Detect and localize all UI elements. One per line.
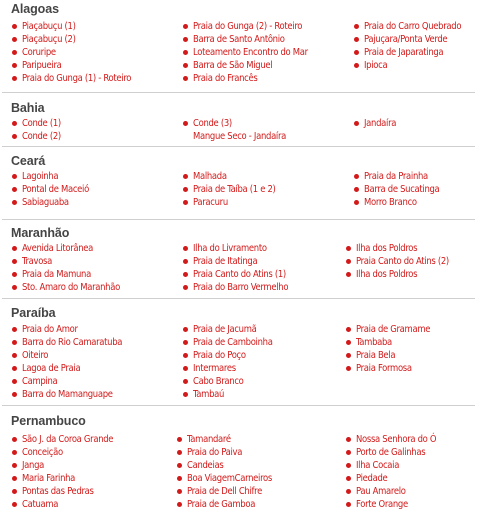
list-item[interactable]	[11, 388, 122, 401]
bullet-dot-icon	[183, 327, 188, 332]
bullet-dot-icon	[183, 76, 188, 81]
list-item-label: Candeias	[187, 460, 224, 471]
bullet-dot-icon	[346, 476, 351, 481]
bullet-dot-icon	[183, 392, 188, 397]
bullet-dot-icon	[12, 327, 17, 332]
list-column-1	[11, 170, 89, 209]
list-item[interactable]	[11, 268, 120, 281]
list-item-label: Intermares	[193, 363, 236, 374]
list-item-label: Praia do Gunga (2) - Roteiro	[193, 21, 303, 32]
list-item[interactable]	[345, 446, 436, 459]
list-item[interactable]	[11, 362, 122, 375]
list-item-label: Praia de Camboinha	[193, 337, 273, 348]
list-item[interactable]	[11, 498, 113, 511]
list-column-2	[182, 242, 288, 294]
list-column-1	[11, 117, 61, 143]
bullet-dot-icon	[177, 476, 182, 481]
bullet-dot-icon	[12, 340, 17, 345]
list-item[interactable]	[182, 242, 288, 255]
list-item-label: Tambaú	[193, 389, 225, 400]
bullet-dot-icon	[12, 174, 17, 179]
list-column-2	[176, 433, 272, 511]
bullet-dot-icon	[12, 353, 17, 358]
bullet-dot-icon	[346, 502, 351, 507]
list-item[interactable]	[182, 33, 308, 46]
section-title: Pernambuco	[11, 414, 86, 428]
list-item[interactable]	[353, 59, 461, 72]
section-divider	[2, 92, 475, 93]
list-item-label: Morro Branco	[364, 197, 417, 208]
list-item-label: Ilha dos Poldros	[356, 243, 418, 254]
list-item[interactable]	[345, 336, 430, 349]
list-column-2	[182, 20, 308, 85]
list-item[interactable]	[176, 433, 272, 446]
list-item[interactable]	[182, 130, 286, 143]
list-item-label: Conde (2)	[22, 131, 61, 142]
list-item[interactable]	[11, 349, 122, 362]
bullet-dot-icon	[12, 76, 17, 81]
list-item[interactable]	[11, 336, 122, 349]
list-item-label: Boa ViagemCarneiros	[187, 473, 272, 484]
list-item[interactable]	[182, 349, 273, 362]
list-item[interactable]	[11, 485, 113, 498]
list-item[interactable]	[11, 196, 89, 209]
list-item-label: Loteamento Encontro do Mar	[193, 47, 308, 58]
list-item[interactable]	[182, 20, 308, 33]
list-item[interactable]	[353, 196, 439, 209]
bullet-dot-icon	[12, 121, 17, 126]
bullet-dot-icon	[183, 50, 188, 55]
list-item-label: Praia do Gunga (1) - Roteiro	[22, 73, 132, 84]
bullet-dot-icon	[354, 37, 359, 42]
list-item-label: Praia de Jacumã	[193, 324, 257, 335]
list-item-label: Lagoinha	[22, 171, 59, 182]
list-item-label: Travosa	[22, 256, 53, 267]
bullet-dot-icon	[346, 272, 351, 277]
list-item-label: Praia da Prainha	[364, 171, 428, 182]
list-item[interactable]	[11, 433, 113, 446]
bullet-dot-icon	[177, 450, 182, 455]
list-item-label: Praia do Paiva	[187, 447, 243, 458]
bullet-dot-icon	[12, 489, 17, 494]
list-item-label: Barra do Rio Camaratuba	[22, 337, 123, 348]
list-item[interactable]	[353, 170, 439, 183]
bullet-dot-icon	[346, 463, 351, 468]
bullet-dot-icon	[12, 37, 17, 42]
bullet-dot-icon	[12, 450, 17, 455]
list-item[interactable]	[182, 268, 288, 281]
list-item[interactable]	[345, 459, 436, 472]
list-item-label: Ilha do Livramento	[193, 243, 267, 254]
list-column-3	[345, 433, 436, 511]
list-item[interactable]	[182, 323, 273, 336]
section-title: Maranhão	[11, 226, 70, 240]
list-item[interactable]	[182, 183, 276, 196]
list-item-label: Pontal de Maceió	[22, 184, 89, 195]
section-title: Ceará	[11, 154, 46, 168]
bullet-dot-icon	[12, 200, 17, 205]
list-item[interactable]	[11, 46, 131, 59]
list-item-label: Praia de Gramame	[356, 324, 431, 335]
list-item-label: Pau Amarelo	[356, 486, 406, 497]
bullet-dot-icon	[183, 366, 188, 371]
list-item[interactable]	[11, 323, 122, 336]
list-item[interactable]	[11, 255, 120, 268]
list-item[interactable]	[182, 375, 273, 388]
bullet-dot-icon	[12, 463, 17, 468]
bullet-dot-icon	[183, 340, 188, 345]
list-item-label: Piaçabuçu (2)	[22, 34, 76, 45]
bullet-dot-icon	[177, 463, 182, 468]
list-item-label: Tamandaré	[187, 434, 231, 445]
bullet-dot-icon	[12, 366, 17, 371]
list-item-label: Malhada	[193, 171, 227, 182]
list-item-label: Oiteiro	[22, 350, 49, 361]
list-item-label: Conde (1)	[22, 118, 61, 129]
list-item-label: Praia do Poço	[193, 350, 246, 361]
list-item[interactable]	[353, 46, 461, 59]
list-item[interactable]	[176, 459, 272, 472]
list-item-label: Praia de Taíba (1 e 2)	[193, 184, 276, 195]
list-item-label: Praia do Francês	[193, 73, 258, 84]
list-item-label: Sabiaguaba	[22, 197, 69, 208]
list-item-label: Ilha dos Poldros	[356, 269, 418, 280]
list-column-3	[353, 117, 396, 130]
list-item[interactable]	[182, 72, 308, 85]
list-column-1	[11, 20, 131, 85]
section-divider	[2, 298, 475, 299]
bullet-dot-icon	[354, 174, 359, 179]
list-item-label: Praia do Amor	[22, 324, 78, 335]
bullet-dot-icon	[346, 353, 351, 358]
list-item[interactable]	[11, 59, 131, 72]
list-item-label: Praia Formosa	[356, 363, 412, 374]
list-item-label: Piedade	[356, 473, 388, 484]
bullet-dot-icon	[177, 489, 182, 494]
list-column-1	[11, 242, 120, 294]
list-column-2	[182, 170, 276, 209]
list-item-label: Barra de Sucatinga	[364, 184, 440, 195]
list-item-label: Praia Canto do Atins (1)	[193, 269, 286, 280]
bullet-dot-icon	[183, 259, 188, 264]
section-divider	[2, 405, 475, 406]
list-item-label: Sto. Amaro do Maranhão	[22, 282, 120, 293]
section-title: Bahia	[11, 101, 45, 115]
bullet-dot-icon	[183, 353, 188, 358]
bullet-dot-icon	[354, 63, 359, 68]
list-column-2	[182, 323, 273, 401]
list-item-label: Mangue Seco - Jandaíra	[193, 131, 287, 142]
list-column-3	[345, 242, 449, 281]
list-item[interactable]	[345, 323, 430, 336]
bullet-dot-icon	[346, 489, 351, 494]
bullet-dot-icon	[183, 174, 188, 179]
list-item[interactable]	[11, 472, 113, 485]
bullet-dot-icon	[12, 272, 17, 277]
list-item-label: Avenida Litorânea	[22, 243, 94, 254]
bullet-dot-icon	[183, 246, 188, 251]
list-column-1	[11, 433, 113, 511]
list-item[interactable]	[353, 117, 396, 130]
list-item[interactable]	[182, 336, 273, 349]
list-item-label: Barra de Santo Antônio	[193, 34, 285, 45]
list-item[interactable]	[182, 388, 273, 401]
bullet-dot-icon	[346, 366, 351, 371]
list-item-label: Paripueira	[22, 60, 62, 71]
bullet-dot-icon	[12, 259, 17, 264]
section-divider	[2, 146, 475, 147]
list-item[interactable]	[11, 183, 89, 196]
list-item[interactable]	[182, 46, 308, 59]
list-item-label: Praia Canto do Atins (2)	[356, 256, 449, 267]
list-item-label: Porto de Galinhas	[356, 447, 426, 458]
bullet-dot-icon	[346, 437, 351, 442]
list-item[interactable]	[11, 446, 113, 459]
list-item-label: Tambaba	[356, 337, 392, 348]
bullet-dot-icon	[12, 187, 17, 192]
bullet-dot-icon	[12, 392, 17, 397]
list-item[interactable]	[11, 72, 131, 85]
list-item-label: Praia de Dell Chifre	[187, 486, 263, 497]
list-item[interactable]	[182, 117, 286, 130]
list-item-label: Jandaíra	[364, 118, 397, 129]
list-item-label: Barra de São Miguel	[193, 60, 273, 71]
list-column-3	[353, 170, 439, 209]
bullet-dot-icon	[12, 50, 17, 55]
bullet-dot-icon	[346, 340, 351, 345]
list-item[interactable]	[176, 446, 272, 459]
list-item-label: São J. da Coroa Grande	[22, 434, 114, 445]
list-item[interactable]	[182, 281, 288, 294]
list-item-label: Catuama	[22, 499, 59, 510]
bullet-dot-icon	[354, 121, 359, 126]
list-item-label: Praia de Gamboa	[187, 499, 256, 510]
list-item[interactable]	[176, 498, 272, 511]
list-item-label: Janga	[22, 460, 45, 471]
list-item-label: Lagoa de Praia	[22, 363, 81, 374]
list-item[interactable]	[176, 472, 272, 485]
list-item[interactable]	[345, 268, 449, 281]
list-item[interactable]	[353, 20, 461, 33]
bullet-dot-icon	[183, 63, 188, 68]
list-item-label: Praia de Itatinga	[193, 256, 258, 267]
list-item[interactable]	[345, 472, 436, 485]
section-divider	[2, 219, 475, 220]
list-item[interactable]	[182, 255, 288, 268]
list-item[interactable]	[11, 459, 113, 472]
list-column-1	[11, 323, 122, 401]
list-item-label: Barra do Mamanguape	[22, 389, 113, 400]
list-item-label: Praia do Carro Quebrado	[364, 21, 462, 32]
list-column-3	[353, 20, 461, 72]
list-item[interactable]	[345, 485, 436, 498]
list-item[interactable]	[345, 349, 430, 362]
list-item-label: Forte Orange	[356, 499, 408, 510]
bullet-dot-icon	[354, 187, 359, 192]
bullet-dot-icon	[183, 187, 188, 192]
list-item-label: Ipioca	[364, 60, 388, 71]
bullet-dot-icon	[346, 327, 351, 332]
list-item[interactable]	[11, 281, 120, 294]
list-item[interactable]	[11, 20, 131, 33]
bullet-dot-icon	[354, 200, 359, 205]
list-item[interactable]	[345, 433, 436, 446]
list-item[interactable]	[11, 130, 61, 143]
bullet-dot-icon	[12, 502, 17, 507]
bullet-dot-icon	[177, 437, 182, 442]
list-item-label: Praia da Mamuna	[22, 269, 91, 280]
bullet-dot-icon	[183, 121, 188, 126]
bullet-dot-icon	[183, 272, 188, 277]
list-item[interactable]	[11, 170, 89, 183]
list-item[interactable]	[353, 33, 461, 46]
bullet-dot-icon	[183, 379, 188, 384]
bullet-dot-icon	[12, 24, 17, 29]
list-column-2	[182, 117, 286, 143]
list-item-label: Ilha Cocaia	[356, 460, 400, 471]
list-item[interactable]	[182, 170, 276, 183]
bullet-dot-icon	[183, 285, 188, 290]
bullet-dot-icon	[354, 24, 359, 29]
list-item-label: Pajuçara/Ponta Verde	[364, 34, 448, 45]
section-title: Paraíba	[11, 306, 56, 320]
bullet-dot-icon	[177, 502, 182, 507]
bullet-dot-icon	[12, 246, 17, 251]
bullet-dot-icon	[12, 437, 17, 442]
list-item[interactable]	[345, 498, 436, 511]
bullet-dot-icon	[12, 285, 17, 290]
bullet-dot-icon	[12, 379, 17, 384]
bullet-dot-icon	[183, 200, 188, 205]
list-item[interactable]	[182, 196, 276, 209]
list-item-label: Coruripe	[22, 47, 56, 58]
list-item[interactable]	[353, 183, 439, 196]
list-item[interactable]	[182, 59, 308, 72]
list-item-label: Conde (3)	[193, 118, 232, 129]
list-column-3	[345, 323, 430, 375]
list-item-label: Campina	[22, 376, 58, 387]
list-item-label: Praia de Japaratinga	[364, 47, 444, 58]
list-item-label: Cabo Branco	[193, 376, 244, 387]
list-item-label: Piaçabuçu (1)	[22, 21, 76, 32]
bullet-dot-icon	[12, 476, 17, 481]
list-item[interactable]	[11, 117, 61, 130]
list-item[interactable]	[345, 255, 449, 268]
bullet-dot-icon	[346, 450, 351, 455]
list-item-label: Praia Bela	[356, 350, 396, 361]
section-title: Alagoas	[11, 2, 59, 16]
list-item[interactable]	[182, 362, 273, 375]
bullet-dot-icon	[354, 50, 359, 55]
bullet-dot-icon	[183, 37, 188, 42]
list-item[interactable]	[176, 485, 272, 498]
bullet-dot-icon	[346, 259, 351, 264]
bullet-dot-icon	[346, 246, 351, 251]
list-item-label: Nossa Senhora do Ó	[356, 434, 437, 445]
list-item[interactable]	[345, 362, 430, 375]
list-item-label: Praia do Barro Vermelho	[193, 282, 289, 293]
list-item-label: Paracuru	[193, 197, 228, 208]
list-item[interactable]	[11, 242, 120, 255]
list-item-label: Conceição	[22, 447, 63, 458]
list-item-label: Maria Farinha	[22, 473, 76, 484]
bullet-dot-icon	[183, 24, 188, 29]
list-item[interactable]	[345, 242, 449, 255]
list-item[interactable]	[11, 375, 122, 388]
bullet-dot-icon	[12, 63, 17, 68]
bullet-dot-icon	[12, 134, 17, 139]
list-item[interactable]	[11, 33, 131, 46]
list-item-label: Pontas das Pedras	[22, 486, 94, 497]
